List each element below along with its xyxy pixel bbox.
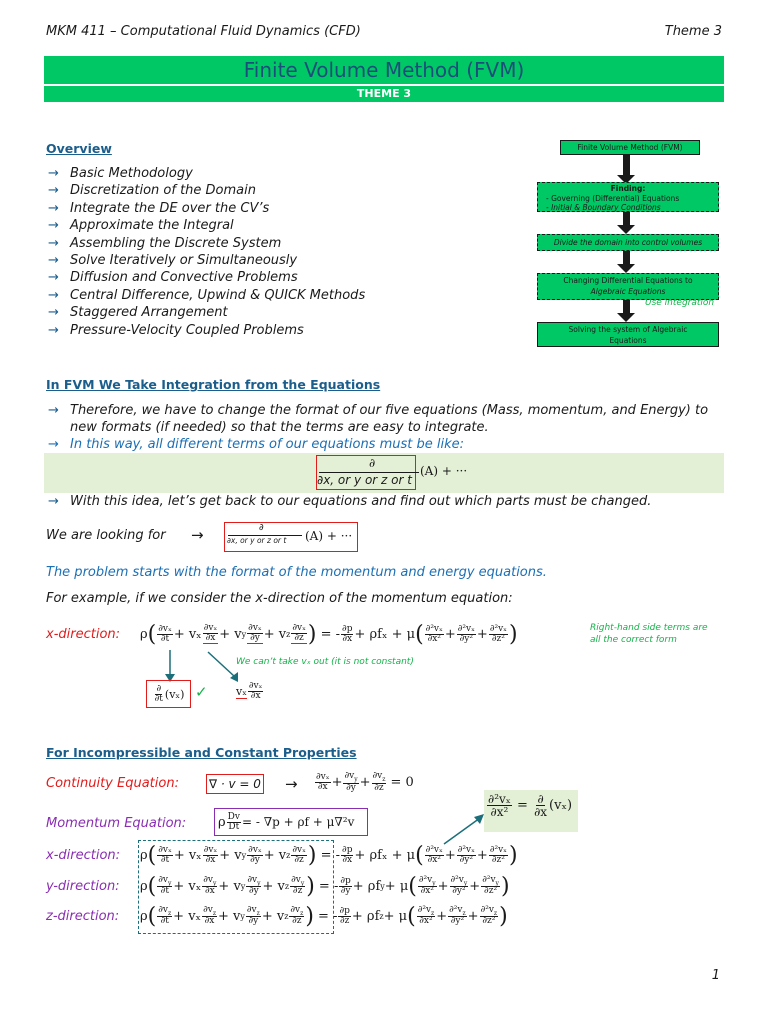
arrow-icon: → bbox=[48, 183, 59, 199]
list-item: → Assembling the Discrete System bbox=[48, 235, 282, 251]
flow-arrowhead bbox=[617, 225, 635, 234]
momentum-label: Momentum Equation: bbox=[46, 816, 187, 831]
flow-box-fvm: Finite Volume Method (FVM) bbox=[560, 140, 700, 155]
y-momentum: ρ ( $\frac{\partial v_y}{\partial t}$ + vₓ $\frac{\partial v_y}{\partial x}$ + v y $\frac{\partial v_y}{\partial y}$ + v z $\frac{\partial v_y}{\partial z}$ ) = - $\frac{\partial p}{\partial y}$ + ρf y + μ ( $\frac{\partial^2v_y}{\text{∂x²}}$ + $\frac{\partial^2v_y}{\text{∂y²}}$ + $\frac{\partial^2v_y}{\text{∂z²}}$ ) bbox=[140, 873, 510, 899]
problem-text: The problem starts with the format of the momentum and energy equations. bbox=[46, 565, 547, 580]
banner-title: Finite Volume Method (FVM) bbox=[44, 56, 724, 84]
z-momentum: ρ ( $\frac{\partial v_z}{\partial t}$ + vₓ $\frac{\partial v_z}{\partial x}$ + v y $\frac{\partial v_z}{\partial y}$ + v z $\frac{\partial v_z}{\partial z}$ ) = - $\frac{\partial p}{\partial z}$ + ρf z + μ ( $\frac{\partial^2v_z}{\text{∂x²}}$ + $\frac{\partial^2v_z}{\text{∂y²}}$ + $\frac{\partial^2v_z}{\text{∂z²}}$ ) bbox=[140, 903, 508, 929]
integration-heading: In FVM We Take Integration from the Equations bbox=[46, 377, 381, 392]
laplacian-identity: $\frac{\text{∂²vₓ}}{\text{∂x²}}$ = $\frac{\partial}{\partial x}$ (vₓ) bbox=[488, 792, 573, 819]
arrow-icon: → bbox=[48, 305, 59, 321]
example-text: For example, if we consider the x-direction of the momentum equation: bbox=[46, 591, 513, 606]
check-icon: ✓ bbox=[195, 683, 208, 701]
flow-arrow bbox=[623, 251, 630, 265]
integration-para2: → In this way, all different terms of our equations must be like: bbox=[48, 437, 465, 452]
flow-arrowhead bbox=[617, 313, 635, 322]
list-item: → Pressure-Velocity Coupled Problems bbox=[48, 322, 304, 338]
cant-take-note: We can’t take vₓ out (it is not constant) bbox=[236, 657, 414, 667]
xdir-label-red: x-direction: bbox=[46, 627, 121, 642]
page-number: 1 bbox=[711, 968, 720, 983]
rhs-note: Right-hand side terms are all the correct form bbox=[590, 623, 708, 645]
arrow-icon: → bbox=[48, 235, 59, 251]
arrow-icon: → bbox=[48, 200, 59, 216]
overview-list bbox=[48, 165, 365, 339]
continuity-expanded: $\frac{\text{∂vₓ}}{\partial x}$ + $\frac{\partial v_y}{\partial y}$ + $\frac{\partial v_z}{\partial z}$ = 0 bbox=[316, 771, 414, 793]
list-item: → Discretization of the Domain bbox=[48, 183, 256, 199]
overview-heading: Overview bbox=[46, 141, 112, 156]
integration-para1: → Therefore, we have to change the format of our five equations (Mass, momentum, and Energy) to new formats (if needed) so that the terms are easy to integrate. bbox=[48, 403, 709, 435]
banner-subtitle: THEME 3 bbox=[44, 86, 724, 102]
list-item: → Staggered Arrangement bbox=[48, 305, 228, 321]
list-item: → Integrate the DE over the CV’s bbox=[48, 200, 270, 216]
time-term-box: $\frac{\partial}{\partial t}$ (vₓ) bbox=[146, 680, 191, 708]
list-item: → Central Difference, Upwind & QUICK Methods bbox=[48, 287, 366, 303]
flow-arrow bbox=[623, 300, 630, 314]
list-item: → Approximate the Integral bbox=[48, 218, 234, 234]
list-item: → Basic Methodology bbox=[48, 166, 193, 181]
continuity-box: ∇ · v = 0 bbox=[206, 774, 264, 794]
flow-box-divide: Divide the domain into control volumes bbox=[537, 234, 719, 251]
course-title: MKM 411 – Computational Fluid Dynamics (CFD) bbox=[46, 24, 361, 39]
arrow-icon: → bbox=[191, 526, 204, 544]
flow-arrow bbox=[623, 155, 630, 175]
arrow-icon: → bbox=[48, 253, 59, 269]
convective-term: vₓ $\frac{\text{∂vₓ}}{\partial x}$ bbox=[236, 681, 263, 701]
arrow-icon: → bbox=[48, 270, 59, 286]
arrow-icon: → bbox=[48, 218, 59, 234]
arrow-icon: → bbox=[48, 287, 59, 303]
arrow-icon: → bbox=[48, 322, 59, 338]
theme-label: Theme 3 bbox=[664, 24, 722, 39]
looking-for-label: We are looking for bbox=[46, 528, 166, 543]
xmomentum-equation: ρ ( $\frac{\text{∂vₓ}}{\partial t}$ + vₓ $\frac{\text{∂vₓ}}{\partial x}$ + v y $\frac{\text{∂vₓ}}{\partial y}$ + v z $\frac{\text{∂vₓ}}{\partial z}$ ) = - $\frac{\partial p}{\partial x}$ + ρfₓ + μ ( $\frac{\text{∂²vₓ}}{\text{∂x²}}$ + $\frac{\text{∂²vₓ}}{\text{∂y²}}$ + $\frac{\text{∂²vₓ}}{\text{∂z²}}$ ) bbox=[140, 621, 518, 647]
list-item: → Diffusion and Convective Problems bbox=[48, 270, 298, 286]
flow-box-solving: Solving the system of Algebraic Equations bbox=[537, 322, 719, 347]
incompressible-heading: For Incompressible and Constant Properties bbox=[46, 745, 357, 760]
continuity-label: Continuity Equation: bbox=[46, 776, 179, 791]
zdir-label: z-direction: bbox=[46, 909, 120, 924]
integration-para3: → With this idea, let’s get back to our equations and find out which parts must be changed. bbox=[48, 494, 652, 509]
flow-box-changing: Changing Differential Equations to Algebraic Equations bbox=[537, 273, 719, 300]
xdir-label: x-direction: bbox=[46, 848, 121, 863]
general-form-box: ∂ ∂x, or y or z or t bbox=[316, 455, 416, 490]
arrow-icon: → bbox=[285, 775, 298, 793]
arrow-icon: → bbox=[48, 166, 59, 181]
momentum-vector-box: ρ $\frac{Dv}{Dt}$ = - ∇p + ρf + μ∇²v bbox=[214, 808, 368, 836]
flow-box-finding: Finding: - Governing (Differential) Equations - Initial & Boundary Conditions bbox=[537, 182, 719, 212]
looking-for-box: ∂ ∂x, or y or z or t (A) + ··· bbox=[224, 522, 358, 552]
list-item: → Solve Iteratively or Simultaneously bbox=[48, 253, 298, 269]
flow-arrow bbox=[623, 212, 630, 226]
flow-arrowhead bbox=[617, 264, 635, 273]
x-momentum: ρ ( $\frac{\text{∂vₓ}}{\partial t}$ + vₓ $\frac{\text{∂vₓ}}{\partial x}$ + v y $\frac{\text{∂vₓ}}{\partial y}$ + v z $\frac{\text{∂vₓ}}{\partial z}$ ) = - $\frac{\partial p}{\partial x}$ + ρfₓ + μ ( $\frac{\text{∂²vₓ}}{\text{∂x²}}$ + $\frac{\text{∂²vₓ}}{\text{∂y²}}$ + $\frac{\text{∂²vₓ}}{\text{∂z²}}$ ) bbox=[140, 842, 518, 868]
general-form-tail: (A) + ··· bbox=[420, 464, 468, 478]
ydir-label: y-direction: bbox=[46, 879, 120, 894]
flow-note: Use integration bbox=[645, 298, 715, 308]
